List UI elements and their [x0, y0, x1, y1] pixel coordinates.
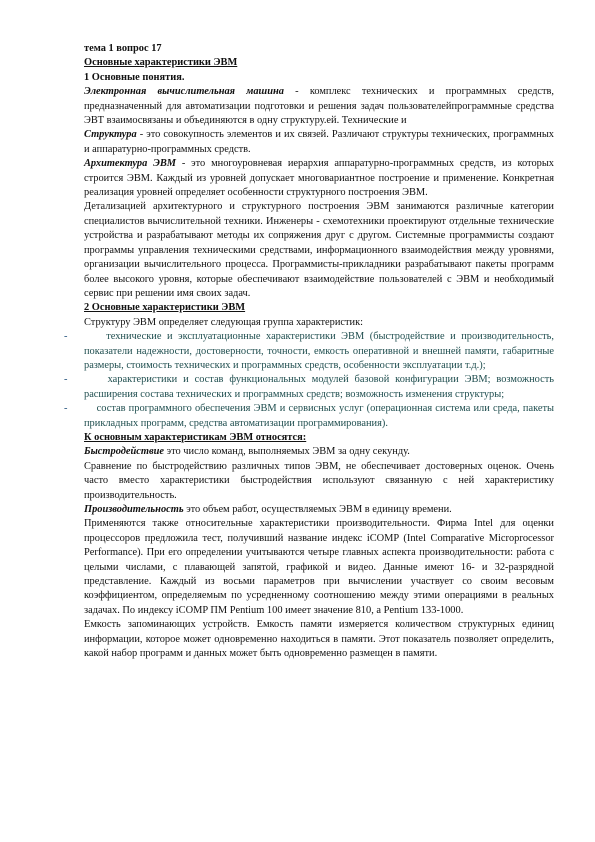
paragraph-evm-definition	[84, 85, 554, 128]
paragraph-structure	[84, 128, 554, 157]
section-heading-2: 2 Основные характеристики ЭВМ	[84, 302, 246, 314]
paragraph-performance	[84, 503, 554, 517]
list-item-software	[64, 402, 555, 431]
paragraph-structure-group: Структуру ЭВМ определяет следующая группа характеристик:	[84, 316, 364, 328]
term-speed: Быстродействие	[84, 446, 165, 458]
text-performance: это объем работ, осуществляемых ЭВМ в единицу времени.	[183, 504, 452, 515]
list-item-text: состав программного обеспечения ЭВМ и сервисных услуг (операционная система или среда, пакеты прикладных программ, средства автоматизации программирования).	[84, 403, 555, 429]
list-item-technical	[64, 330, 554, 373]
document-page	[64, 42, 555, 661]
list-item-text: технические и эксплуатационные характеристики ЭВМ (быстродействие и производительность, показатели надежности, достоверности, точности, емкость оперативной и внешней памяти, габаритные размеры, стоимость технических и программных средств, особенности эксплуатации т.д.);	[84, 331, 554, 371]
list-dash: -	[64, 403, 68, 415]
section-heading-3: К основным характеристикам ЭВМ относятся:	[84, 431, 307, 443]
list-dash: -	[64, 331, 68, 343]
paragraph-icomp: Применяются также относительные характеристики производительности. Фирма Intel для оценки процессоров предложила тест, получивший название индекс iCOMP (Intel Comparative Microprocessor Performance). При его определении учитываются четыре главных аспекта производительности: работа с целыми числами, с плавающей запятой, графикой и видео. Данные имеют 16- и 32-разрядной представление. Каждый из восьми параметров при вычислении участвует со своим весовым коэффициентом, определяемым по усредненному соотношению между этими операциями в реальных задачах. По индексу iCOMP ПМ Pentium 100 имеет значение 810, а Pentium 133-1000.	[84, 518, 554, 616]
paragraph-speed-comparison: Сравнение по быстродействию различных типов ЭВМ, не обеспечивает достоверных оценок. Очень часто вместо характеристики быстродействия используют связанную с ней характеристику производительность.	[84, 460, 554, 501]
doc-title: Основные характеристики ЭВМ	[84, 57, 238, 69]
paragraph-architecture	[84, 157, 554, 200]
term-performance: Производительность	[84, 504, 184, 515]
text-evm: - комплекс технических и программных средств, предназначенный для автоматизации подготовки и решения задач пользователейпрограммные средства ЭВТ взаимосвязаны и объединяются в одну структуру.ей. Технические и	[84, 86, 555, 127]
paragraph-speed	[84, 445, 554, 459]
list-dash: -	[64, 374, 68, 386]
list-item-modules	[64, 373, 554, 402]
term-structure: Структура	[84, 129, 137, 141]
term-architecture: Архитектура ЭВМ	[84, 158, 177, 170]
text-architecture: - это многоуровневая иерархия аппаратурно-программных средств, из которых строится ЭВМ. Каждый из уровней допускает многовариантное построение и применение. Конкретная реализация уровней определяет особенности структурного построения ЭВМ.	[84, 158, 555, 199]
term-evm: Электронная вычислительная машина	[84, 86, 284, 98]
text-structure: - это совокупность элементов и их связей. Различают структуры технических, программных и аппаратурно-программных средств.	[84, 129, 554, 155]
list-item-text: характеристики и состав функциональных модулей базовой конфигурации ЭВМ; возможность расширения состава технических и программных средств; возможность изменения структуры;	[84, 374, 554, 400]
paragraph-memory: Емкость запоминающих устройств. Емкость памяти измеряется количеством структурных единиц информации, которое может одновременно находиться в памяти. Этот показатель позволяет определить, какой набор программ и данных может быть одновременно размещен в памяти.	[84, 619, 554, 660]
text-speed: это число команд, выполняемых ЭВМ за одну секунду.	[164, 446, 410, 458]
doc-header: тема 1 вопрос 17	[84, 43, 162, 54]
section-heading-1: 1 Основные понятия.	[84, 71, 185, 83]
paragraph-specialists: Детализацией архитектурного и структурного построения ЭВМ занимаются различные категории специалистов вычислительной техники. Инженеры - схемотехники проектируют отдельные технические устройства и разрабатывают методы их сопряжения друг с другом. Системные программисты создают программы управления техническими средствами, информационного взаимодействия между уровнями, организации вычислительного процесса. Программисты-прикладники разрабатывают пакеты программ более высокого уровня, которые обеспечивают взаимодействие пользователей с ЭВМ и необходимый сервис при решении имя своих задач.	[84, 201, 554, 299]
